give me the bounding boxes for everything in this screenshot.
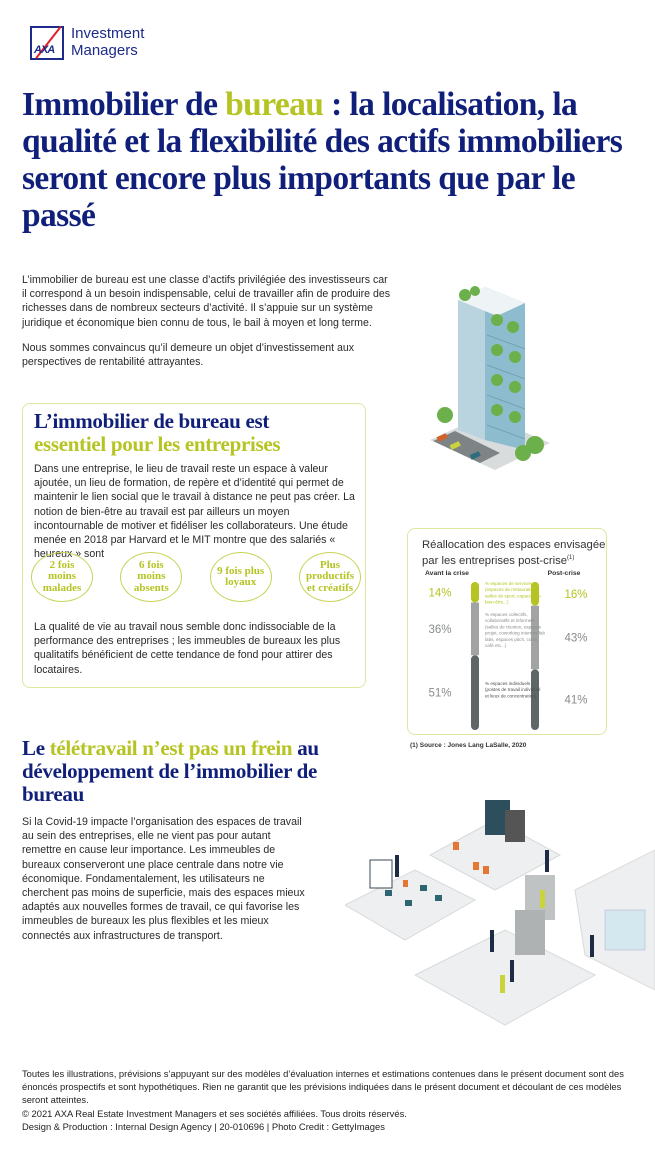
section1-title-line2: essentiel pour les entreprises bbox=[34, 432, 281, 456]
section1-title bbox=[34, 410, 280, 456]
chart-series-description: % espaces de services : (espaces de restauration, salles de sport, espaces de bien-être...) bbox=[485, 581, 541, 605]
chart-title-text: Réallocation des espaces envisagée par les entreprises post-crise bbox=[422, 539, 606, 567]
section2-title bbox=[22, 737, 332, 806]
chart-category-label: Post-crise bbox=[547, 570, 581, 577]
intro-text bbox=[22, 273, 392, 380]
axa-logo-mark bbox=[30, 26, 64, 60]
stat-circle: Plus productifs et créatifs bbox=[299, 552, 361, 602]
intro-paragraph-1: L’immobilier de bureau est une classe d’actifs privilégiée des investisseurs car il correspond à un besoin indispensable, celui de travailler afin de produire des richesses dans de nombreux secteurs d’activité. Il s’appuie sur un système juridique et économique bien connu de tous, le bail à moyen et long terme. bbox=[22, 274, 391, 329]
footer-copyright: © 2021 AXA Real Estate Investment Managers et ses sociétés affiliées. Tous droits réservés. bbox=[22, 1107, 407, 1119]
logo-line1: Investment bbox=[71, 25, 145, 42]
title-part1: Immobilier de bbox=[22, 86, 226, 123]
chart-value-label: 36% bbox=[428, 623, 452, 636]
logo-line2: Managers bbox=[71, 42, 138, 59]
green-tower-illustration bbox=[425, 245, 555, 475]
happy-employee-stats bbox=[31, 552, 361, 602]
axa-im-logo bbox=[30, 26, 190, 62]
logo-axa-text: AXA bbox=[34, 44, 55, 56]
chart-series-description: % espaces individuels : (postes de travail individuel et lieux de concentration) bbox=[485, 681, 541, 699]
section2-body: Si la Covid-19 impacte l’organisation des espaces de travail au sein des entreprises, elle ne vient pas pour autant remettre en cause leur importance. Les immeubles de bureaux conserveront une place centrale dans notre vie économique. Fondamentalement, les utilisateurs ne cherchent pas moins de superficie, mais des espaces mieux adaptés aux nouvelles formes de travail, ce qui favorise les immeubles de bureaux les plus flexibles et les mieux connectés aux infrastructures de transport. bbox=[22, 816, 305, 942]
section2-title-c: au développement de l’immobilier de bureau bbox=[22, 736, 319, 806]
office-floors-illustration bbox=[345, 790, 655, 1050]
section2-title-highlight: télétravail n’est pas un frein bbox=[49, 736, 293, 760]
section1-title-line1: L’immobilier de bureau est bbox=[34, 409, 270, 433]
stat-circle: 9 fois plus loyaux bbox=[210, 552, 272, 602]
section1-description: Dans une entreprise, le lieu de travail reste un espace à valeur ajoutée, un lieu de formation, de repère et d’identité qui permet de maintenir le lien social que le travail à distance ne peut pas créer. La notion de bien-être au travail est par ailleurs un moyen incontournable de motiver et fidéliser les collaborateurs. Une étude menée en 2018 par Harvard et le MIT montre que des salariés « heureux » sont bbox=[34, 463, 355, 561]
chart-value-label: 43% bbox=[564, 632, 588, 645]
chart-category-label: Avant la crise bbox=[425, 570, 469, 577]
title-highlight: bureau bbox=[225, 86, 324, 123]
space-reallocation-chart bbox=[407, 528, 607, 735]
chart-value-label: 51% bbox=[428, 687, 452, 700]
chart-title bbox=[422, 539, 606, 567]
chart-value-label: 41% bbox=[564, 694, 588, 707]
section2-title-a: Le bbox=[22, 736, 50, 760]
chart-bar-segment bbox=[531, 669, 539, 730]
chart-value-label: 14% bbox=[428, 587, 452, 600]
legal-footer bbox=[22, 1067, 642, 1133]
footer-credits: Design & Production : Internal Design Agency | 20-010696 | Photo Credit : GettyImages bbox=[22, 1120, 385, 1132]
intro-paragraph-2: Nous sommes convaincus qu’il demeure un objet d’investissement aux perspectives de rentabilité attrayantes. bbox=[22, 341, 355, 369]
chart-source: (1) Source : Jones Lang LaSalle, 2020 bbox=[410, 742, 527, 749]
section1-conclusion: La qualité de vie au travail nous semble donc indissociable de la performance des entreprises ; les immeubles de bureaux les plus qualitatifs bénéficient de cette tendance de fond pour attirer des locataires. bbox=[34, 621, 341, 676]
section-essential-box bbox=[22, 403, 366, 688]
chart-footnote-marker: (1) bbox=[567, 554, 575, 561]
chart-value-label: 16% bbox=[564, 588, 588, 601]
chart-bar-segment bbox=[471, 655, 479, 730]
page-title bbox=[22, 86, 647, 234]
title-part2: : la localisation, la qualité et la flexibilité des actifs immobiliers seront encore plus importants que par le passé bbox=[22, 86, 623, 234]
footer-disclaimer: Toutes les illustrations, prévisions s’appuyant sur des modèles d’évaluation internes et estimations contenues dans le présent document sont des énoncés prospectifs et sont hypothétiques. Rien ne garantit que les prévisions indiquées dans le présent document et découlant de ces modèles seront atteintes. bbox=[22, 1068, 624, 1106]
stat-circle: 6 fois moins absents bbox=[120, 552, 182, 602]
stat-circle: 2 fois moins malades bbox=[31, 552, 93, 602]
logo-wordmark bbox=[71, 25, 144, 59]
chart-series-description: % espaces collectifs, collaboratifs et informels : (salles de réunion, espaces projet, coworking internes fab labs, espaces pitch, coins café etc...) bbox=[485, 612, 546, 648]
chart-bar-segment bbox=[471, 582, 479, 603]
chart-bar-segment bbox=[471, 603, 479, 656]
